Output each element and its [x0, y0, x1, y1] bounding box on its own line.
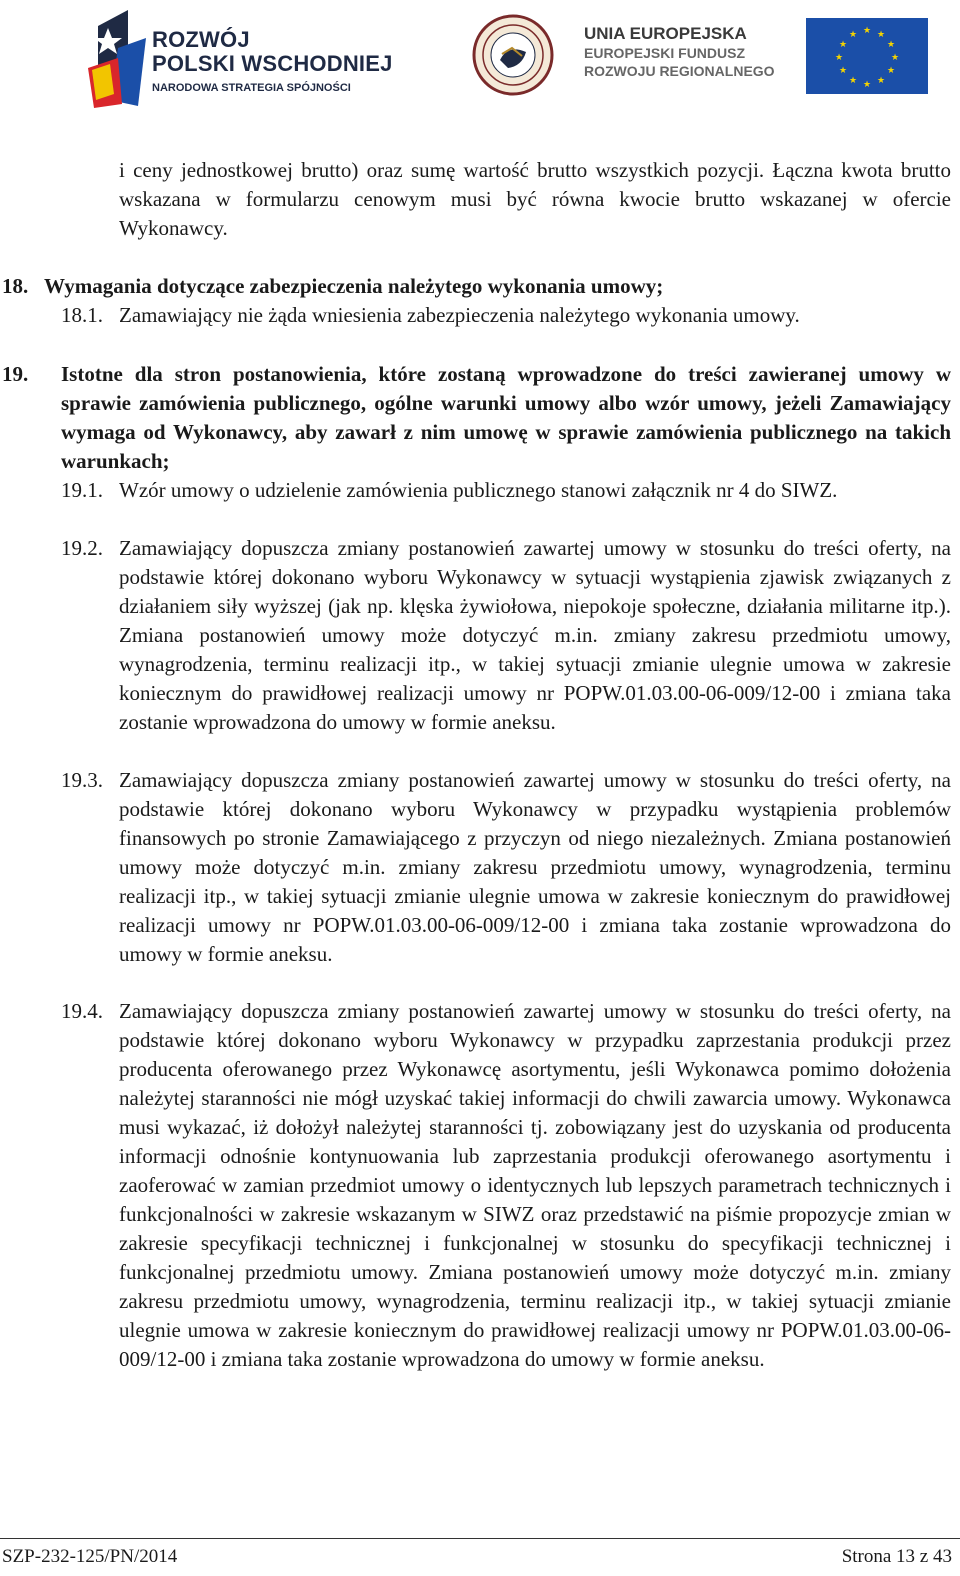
svg-text:★: ★: [862, 80, 872, 90]
rps-line2: POLSKI WSCHODNIEJ: [152, 51, 393, 76]
section-19-4-number: 19.4.: [61, 999, 103, 1023]
ue-line1: UNIA EUROPEJSKA: [584, 24, 747, 43]
page-footer: [0, 1538, 960, 1576]
rps-line1: ROZWÓJ: [152, 27, 250, 52]
section-19-2-text: Zamawiający dopuszcza zmiany postanowień zawartej umowy w stosunku do treści oferty, na podstawie której dokonano wyboru Wykonawcy w sytuacji wystąpienia zjawisk związanych z działaniem siły wyższej (jak np. klęska żywiołowa, niepokoje społeczne, działania militarne itp.). Zmiana postanowień umowy może dotyczyć m.in. zmiany zakresu przedmiotu umowy, wynagrodzenia, terminu realizacji itp., w takiej sytuacji zmianie ulegnie umowa w zakresie koniecznym do prawidłowej realizacji umowy nr POPW.01.03.00-06-009/12-00 i zmiana taka zostanie wprowadzona do umowy w formie aneksu.: [119, 536, 951, 734]
section-19-4-text: Zamawiający dopuszcza zmiany postanowień zawartej umowy w stosunku do treści oferty, na podstawie której dokonano wyboru Wykonawcy w przypadku zaprzestania produkcji przez producenta oferowanego przez Wykonawcę asortymentu, jeśli Wykonawca pomimo dołożenia należytej staranności nie mógł uzyskać takiej informacji do chwili zawarcia umowy. Wykonawca musi wykazać, iż dołożył należytej staranności tj. zobowiązany jest do uzyskania od producenta informacji odnośnie kontynuowania lub zaprzestania produkcji oferowanego asortymentu i zaoferować w zamian przedmiot umowy o identycznych lub lepszych parametrach technicznych i funkcjonalności w zakresie wskazanym w SIWZ oraz przedstawić na piśmie propozycje zmian w zakresie specyfikacji technicznej i funkcjonalnej w stosunku do specyfikacji technicznej i funkcjonalnej przedmiotu umowy. Zmiana postanowień umowy może dotyczyć m.in. zmiany zakresu przedmiotu umowy, wynagrodzenia, terminu realizacji itp., w takiej sytuacji zmianie ulegnie umowa w zakresie koniecznym do prawidłowej realizacji umowy nr POPW.01.03.00-06-009/12-00 i zmiana taka zostanie wprowadzona do umowy w formie aneksu.: [119, 999, 951, 1371]
page-header: [0, 0, 960, 120]
svg-text:★: ★: [876, 76, 886, 86]
section-19-title: Istotne dla stron postanowienia, które zostaną wprowadzone do treści zawieranej umowy w sprawie zamówienia publicznego, ogólne warunki umowy albo wzór umowy, jeżeli Zamawiający wymaga od Wykonawcy, aby zawarł z nim umowę w sprawie zamówienia publicznego na takich warunkach;: [61, 362, 951, 473]
svg-text:★: ★: [848, 76, 858, 86]
ue-wordmark: [584, 24, 775, 80]
section-19-1-text: Wzór umowy o udzielenie zamówienia publicznego stanowi załącznik nr 4 do SIWZ.: [119, 478, 838, 502]
page-number: Strona 13 z 43: [841, 1546, 952, 1567]
section-19-2-number: 19.2.: [61, 536, 103, 560]
section-18-title: Wymagania dotyczące zabezpieczenia należytego wykonania umowy;: [44, 274, 664, 298]
rozwoj-polski-wschodniej-logo: [88, 8, 428, 108]
section-19-3-text: Zamawiający dopuszcza zmiany postanowień zawartej umowy w stosunku do treści oferty, na podstawie której dokonano wyboru Wykonawcy w przypadku wystąpienia problemów finansowych po stronie Zamawiającego z przyczyn od niego niezależnych. Zmiana postanowień umowy może dotyczyć m.in. zmiany zakresu przedmiotu umowy, wynagrodzenia, terminu realizacji itp., w takiej sytuacji zmianie ulegnie umowa w zakresie koniecznym do prawidłowej realizacji umowy nr POPW.01.03.00-06-009/12-00 i zmiana taka zostanie wprowadzona do umowy w formie aneksu.: [119, 768, 951, 966]
svg-text:★: ★: [838, 40, 848, 50]
section-18-1-number: 18.1.: [61, 303, 103, 327]
intro-paragraph: i ceny jednostkowej brutto) oraz sumę wartość brutto wszystkich pozycji. Łączna kwota brutto wskazana w formularzu cenowym musi być równa kwocie brutto wskazanej w ofercie Wykonawcy.: [119, 158, 951, 240]
rps-wordmark: [152, 28, 393, 96]
svg-text:★: ★: [890, 53, 900, 63]
svg-text:★: ★: [886, 40, 896, 50]
svg-text:★: ★: [838, 66, 848, 76]
svg-text:★: ★: [862, 26, 872, 36]
rps-line3: NARODOWA STRATEGIA SPÓJNOŚCI: [152, 82, 351, 94]
section-19-1-number: 19.1.: [61, 478, 103, 502]
section-18-1-text: Zamawiający nie żąda wniesienia zabezpieczenia należytego wykonania umowy.: [119, 303, 800, 327]
svg-text:★: ★: [848, 30, 858, 40]
section-19-number: 19.: [2, 362, 29, 386]
ue-line3: ROZWOJU REGIONALNEGO: [584, 63, 775, 79]
rps-emblem-icon: [88, 8, 148, 108]
svg-text:★: ★: [886, 66, 896, 76]
unia-europejska-logo: [584, 18, 934, 98]
svg-text:★: ★: [834, 53, 844, 63]
footer-divider: [0, 1538, 960, 1539]
institution-seal-icon: [472, 14, 554, 96]
svg-text:★: ★: [876, 30, 886, 40]
document-reference: SZP-232-125/PN/2014: [2, 1546, 178, 1567]
eu-flag-icon: [806, 18, 928, 94]
ue-line2: EUROPEJSKI FUNDUSZ: [584, 45, 746, 61]
section-19-3-number: 19.3.: [61, 768, 103, 792]
section-18-number: 18.: [2, 274, 29, 298]
